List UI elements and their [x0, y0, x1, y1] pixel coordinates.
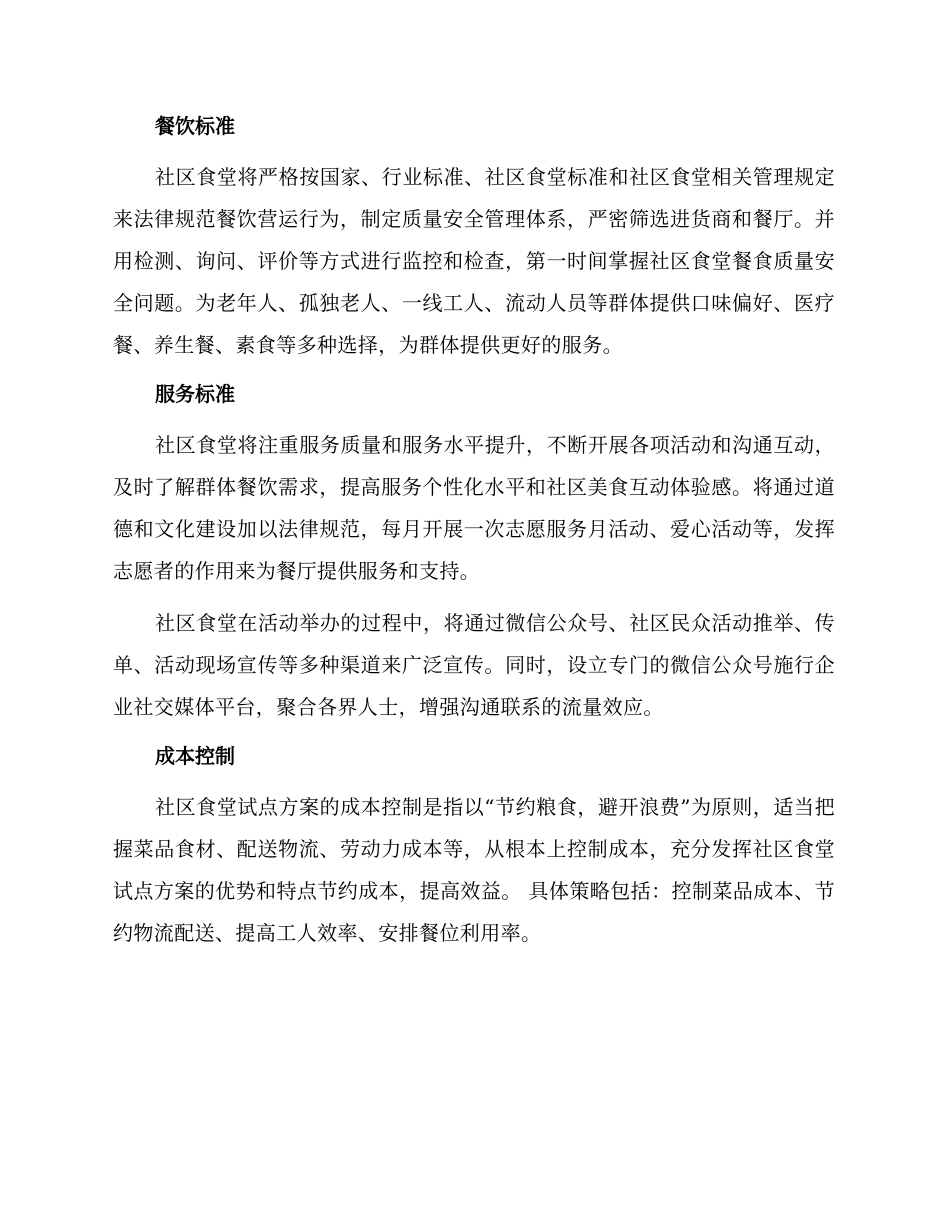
- section-heading: 服务标准: [155, 382, 235, 406]
- paragraph: 社区食堂将严格按国家、行业标准、社区食堂标准和社区食堂相关管理规定来法律规范餐饮营运行为，制定质量安全管理体系，严密筛选进货商和餐厅。并用检测、询问、评价等方式进行监控和检查，第一时间掌握社区食堂餐食质量安全问题。为老年人、孤独老人、一线工人、流动人员等群体提供口味偏好、医疗餐、养生餐、素食等多种选择，为群体提供更好的服务。: [113, 165, 835, 357]
- paragraph: 社区食堂将注重服务质量和服务水平提升，不断开展各项活动和沟通互动，及时了解群体餐饮需求，提高服务个性化水平和社区美食互动体验感。将通过道德和文化建设加以法律规范，每月开展一次志愿服务月活动、爱心活动等，发挥志愿者的作用来为餐厅提供服务和支持。: [113, 433, 835, 583]
- paragraph: 社区食堂在活动举办的过程中，将通过微信公众号、社区民众活动推举、传单、活动现场宣传等多种渠道来广泛宣传。同时，设立专门的微信公众号施行企业社交媒体平台，聚合各界人士，增强沟通联系的流量效应。: [113, 611, 835, 719]
- section-heading: 餐饮标准: [155, 114, 235, 138]
- document-body: [113, 108, 835, 964]
- section-heading: 成本控制: [155, 744, 235, 768]
- section-catering-standards: [113, 108, 835, 366]
- section-service-standards: [113, 376, 835, 728]
- section-cost-control: [113, 738, 835, 954]
- paragraph: 社区食堂试点方案的成本控制是指以“节约粮食，避开浪费”为原则，适当把握菜品食材、配送物流、劳动力成本等，从根本上控制成本，充分发挥社区食堂试点方案的优势和特点节约成本，提高效益。 具体策略包括：控制菜品成本、节约物流配送、提高工人效率、安排餐位利用率。: [113, 795, 835, 945]
